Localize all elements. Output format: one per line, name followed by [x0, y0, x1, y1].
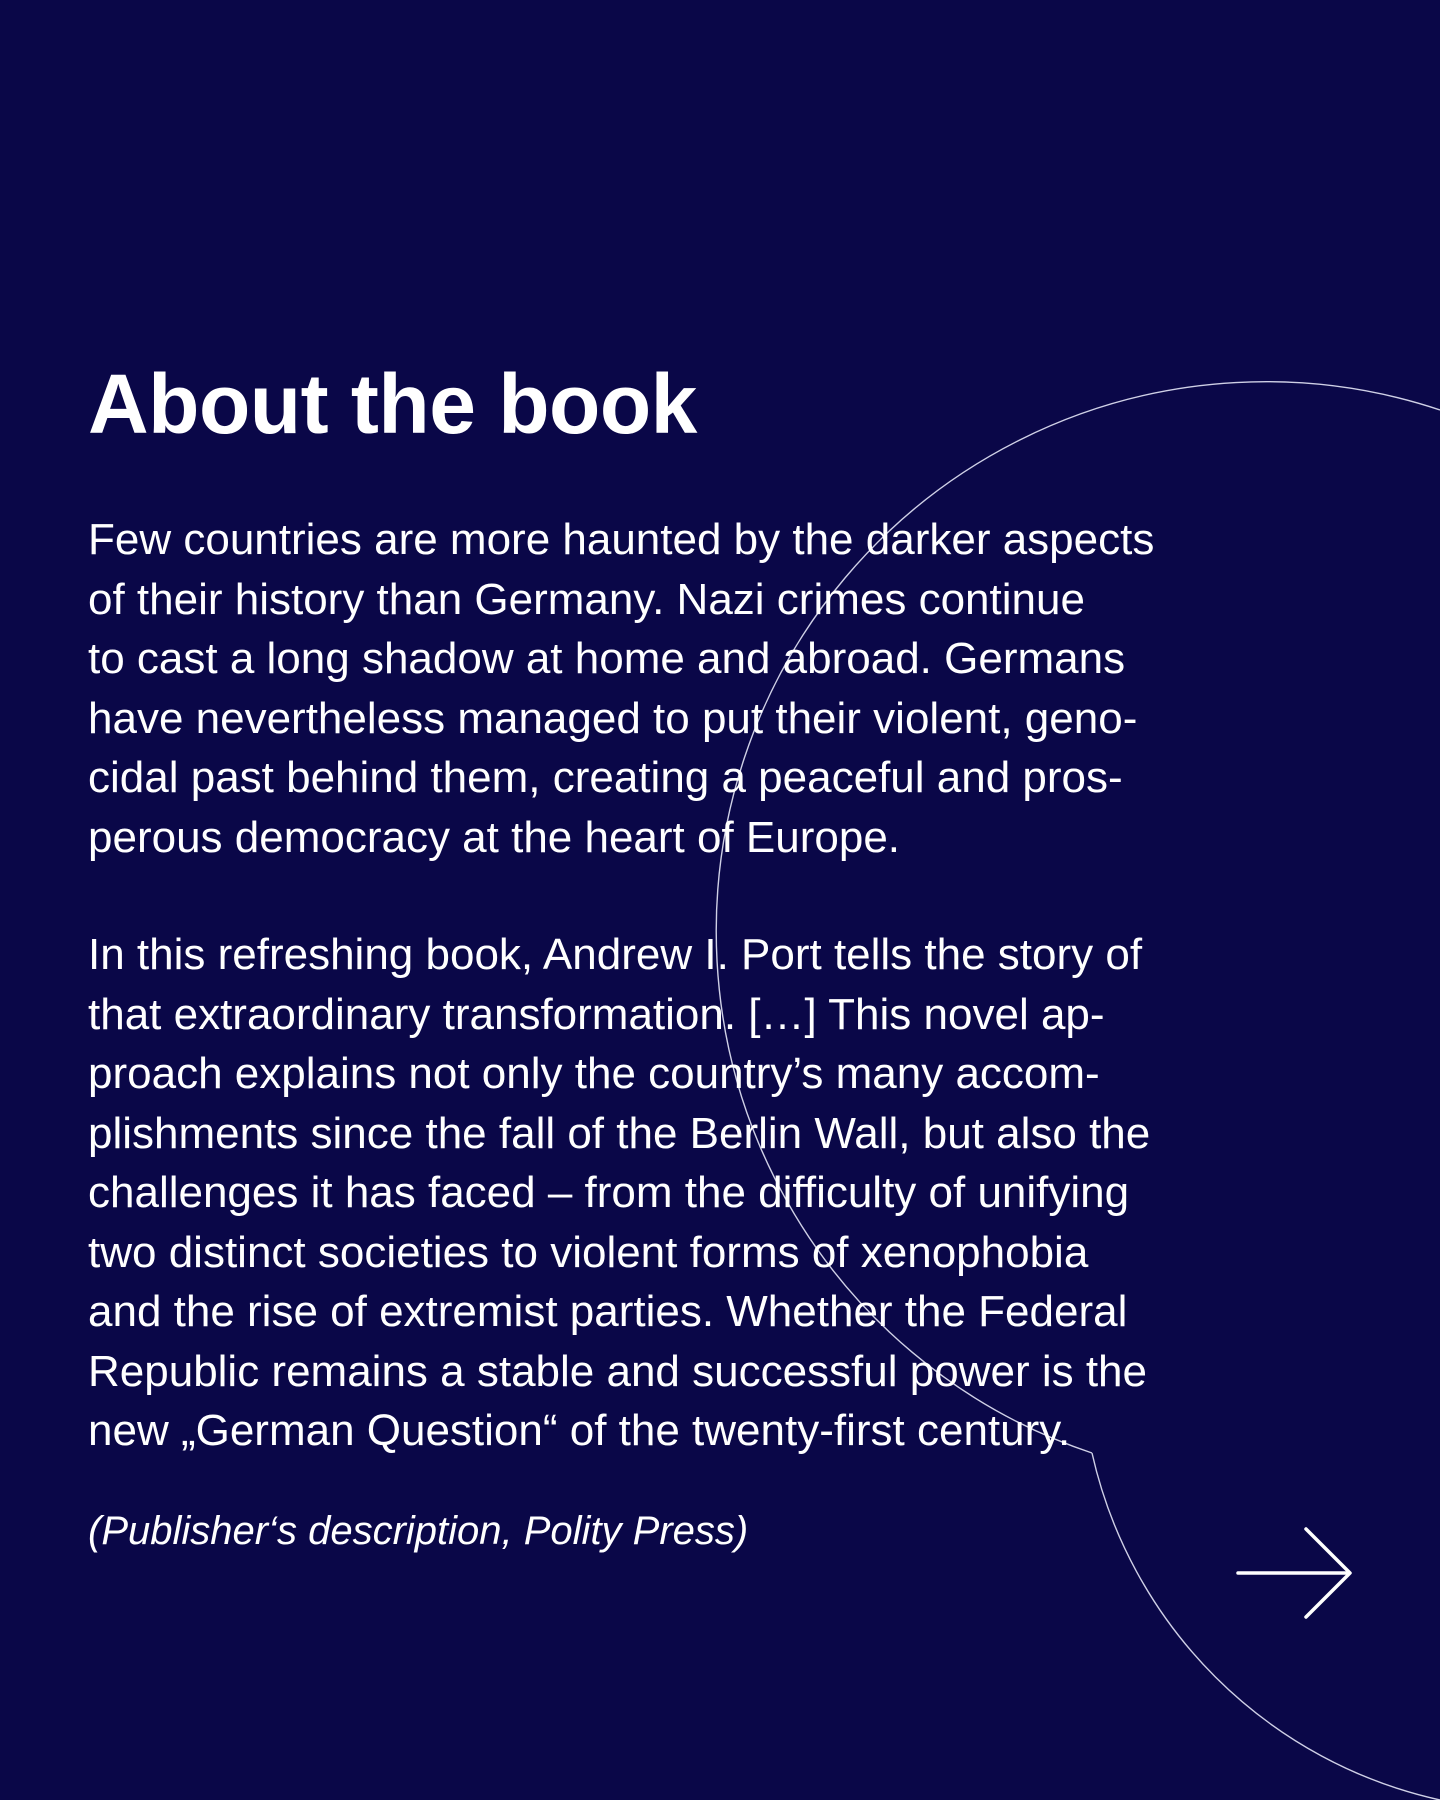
source-credit: (Publisher‘s description, Polity Press)	[88, 1508, 749, 1553]
page-title: About the book	[88, 357, 697, 451]
description-paragraph-1: Few countries are more haunted by the darker aspects of their history than Germany. Nazi crimes continue to cast a long shadow at home and abroad. Germans have nevertheless managed to put their violent, geno- cidal past behind them, creating a peaceful and pros- perous democracy at the heart of Europe.	[88, 515, 1155, 862]
main-content	[88, 357, 1268, 1555]
description-paragraph-2: In this refreshing book, Andrew I. Port tells the story of that extraordinary transformation. […] This novel ap- proach explains not only the country’s many accom- plishments since the fall of the Berlin Wall, but also the challenges it has faced – from the difficulty of unifying two distinct societies to violent forms of xenophobia and the rise of extremist parties. Whether the Federal Republic remains a stable and successful power is the new „German Question“ of the twenty-first century.	[88, 930, 1151, 1456]
arrow-right-icon	[1234, 1525, 1356, 1621]
next-button[interactable]	[1230, 1525, 1360, 1621]
